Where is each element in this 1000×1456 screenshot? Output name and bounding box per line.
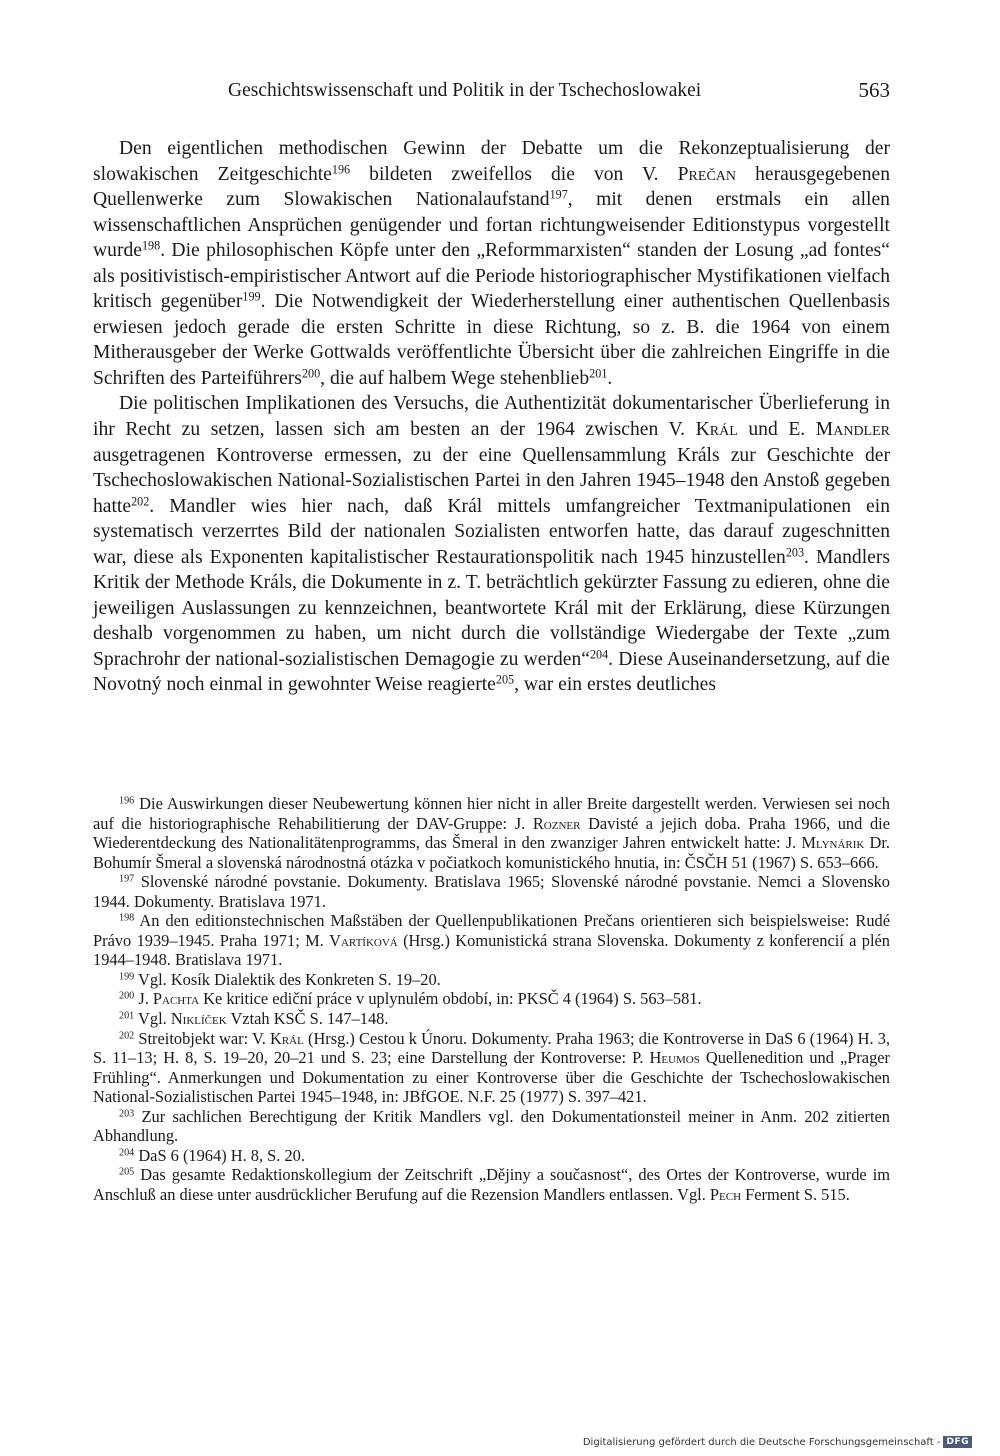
text-run: . Diese Auseinandersetzung, auf die Novotný noch einmal in gewohnter Weise reagierte xyxy=(93,648,890,696)
running-title: Geschichtswissenschaft und Politik in der Tschechoslowakei xyxy=(228,80,702,101)
body-paragraph-2 xyxy=(93,391,890,698)
footnote-ref-201: 201 xyxy=(589,366,608,381)
text-run: , war ein erstes deutliches xyxy=(514,674,716,696)
footnote-number: 203 xyxy=(119,1108,135,1120)
text-run: Streitobjekt war: V. xyxy=(134,1028,270,1048)
main-text xyxy=(93,136,890,698)
text-run: . Die Notwendigkeit der Wiederherstellung einer authentischen Quellenbasis erwiesen jedoch gerade die ersten Schritte in diese Richtung, so z. B. die 1964 von einem Mitherausgeber der Werke Gottwalds veröffentlichte Übersicht über die zahlreichen Eingriffe in die Schriften des Parteiführers xyxy=(93,291,890,389)
text-run: . Mandler wies hier nach, daß Král mittels umfangreicher Textmanipulationen ein systematisch verzerrtes Bild der nationalen Sozialisten entworfen hatte, das darauf zugeschnitten war, diese als Exponenten kapitalistischer Restaurationspolitik nach 1945 hinzustellen xyxy=(93,495,890,568)
text-run: Vztah KSČ S. 147–148. xyxy=(226,1009,389,1029)
text-run: Den eigentlichen methodischen Gewinn der Debatte um die Rekonzeptualisierung der slowakischen Zeitgeschichte xyxy=(93,138,890,185)
text-run: . xyxy=(607,367,613,389)
body-paragraph-1 xyxy=(93,136,890,391)
author-name: Mlynárik xyxy=(801,833,865,853)
author-name: Prečan xyxy=(677,163,737,185)
text-run: An den editionstechnischen Maßstäben der Quellenpublikationen Prečans orientieren sich beispielsweise: Rudé Právo 1939–1945. Praha 1971; M. xyxy=(93,911,890,950)
text-run: Ferment S. 515. xyxy=(741,1184,850,1204)
text-run: ausgetragenen Kontroverse ermessen, zu der eine Quellensammlung Králs zur Geschichte der Tschechoslowakischen National-Sozialistischen Partei in den Jahren 1945–1948 den Anstoß gegeben hatte xyxy=(93,444,890,517)
text-run: Dr. Bohumír Šmeral a slovenská národnostná otázka v počiatkoch komunistického hnutia, in: ČSČH 51 (1967) S. 653–666. xyxy=(93,833,891,872)
author-name: Rozner xyxy=(532,813,581,833)
footnote-ref-199: 199 xyxy=(242,289,261,304)
footnote-ref-205: 205 xyxy=(495,672,515,687)
footnote-number: 199 xyxy=(119,971,135,983)
text-run: . Mandlers Kritik der Methode Králs, die Dokumente in z. T. beträchtlich gekürzter Fassung zu edieren, ohne die jeweiligen Auslassungen zu kennzeichnen, beantwortete Král mit der Erklärung, diese Kürzungen deshalb vorgenommen zu haben, um nicht durch die vollständige Wiedergabe der Texte „zum Sprachrohr der national-sozialistischen Demagogie zu werden“ xyxy=(93,546,890,670)
footnote-196 xyxy=(93,794,890,872)
author-name: Mandler xyxy=(815,419,890,441)
footnote-number: 198 xyxy=(119,912,135,924)
text-run: Vgl. Kosík Dialektik des Konkreten S. 19–20. xyxy=(134,969,441,989)
text-run: (Hrsg.) Cestou k Únoru. Dokumenty. Praha 1963; die Kontroverse in DaS 6 (1964) H. 3, S. 11–13; H. 8, S. 19–20, 20–21 und S. 23; eine Darstellung der Kontroverse: P. xyxy=(93,1028,890,1068)
footnote-205 xyxy=(93,1165,890,1204)
footnote-number: 202 xyxy=(119,1029,135,1041)
footnote-198 xyxy=(93,911,890,970)
text-run: und E. xyxy=(737,419,816,441)
footnote-ref-196: 196 xyxy=(331,161,351,176)
author-name: Pachta xyxy=(152,989,200,1009)
footnote-number: 201 xyxy=(119,1010,135,1022)
dfg-logo: DFG xyxy=(943,1436,972,1448)
text-run: DaS 6 (1964) H. 8, S. 20. xyxy=(134,1145,305,1165)
footnote-ref-204: 204 xyxy=(589,647,609,662)
footnote-number: 205 xyxy=(119,1166,135,1178)
footnote-number: 197 xyxy=(119,873,135,885)
text-run: Die politischen Implikationen des Versuchs, die Authentizität dokumentarischer Überlieferung in ihr Recht zu setzen, lassen sich am besten an der 1964 zwischen V. xyxy=(93,393,890,441)
text-run: bildeten zweifellos die von V. xyxy=(350,163,678,185)
footnote-ref-203: 203 xyxy=(785,545,805,560)
footnote-202 xyxy=(93,1029,890,1107)
footnote-199 xyxy=(93,970,890,990)
author-name: Heumos xyxy=(649,1048,700,1068)
author-name: Vartíková xyxy=(329,930,398,950)
text-run: Das gesamte Redaktionskollegium der Zeitschrift „Dějiny a současnost“, des Ortes der Kontroverse, wurde im Anschluß an diese unter ausdrücklicher Berufung auf die Rezension Mandlers entlassen. Vgl. xyxy=(93,1165,890,1204)
text-run: Vgl. xyxy=(134,1009,171,1029)
text-run: herausgegebenen Quellenwerke zum Slowakischen Nationalaufstand xyxy=(93,163,890,211)
footnote-ref-200: 200 xyxy=(301,366,321,381)
footer-text: Digitalisierung gefördert durch die Deutsche Forschungsgemeinschaft - xyxy=(582,1436,941,1448)
footnote-ref-202: 202 xyxy=(131,493,150,508)
author-name: Král xyxy=(695,419,738,441)
author-name: Pech xyxy=(709,1184,742,1204)
text-run: , die auf halbem Wege stehenblieb xyxy=(320,367,590,389)
page-number: 563 xyxy=(858,78,890,102)
footnote-197 xyxy=(93,872,890,911)
running-header xyxy=(110,80,890,110)
text-run: Die Auswirkungen dieser Neubewertung können hier nicht in aller Breite dargestellt werden. Verwiesen sei noch auf die historiographische Rehabilitierung der DAV-Gruppe: J. xyxy=(93,794,890,833)
text-run: (Hrsg.) Komunistická strana Slovenska. Dokumenty z konferencií a plén 1944–1948. Bratislava 1971. xyxy=(93,930,890,970)
author-name: Král xyxy=(270,1028,304,1048)
text-run: Ke kritice ediční práce v uplynulém období, in: PKSČ 4 (1964) S. 563–581. xyxy=(199,989,702,1009)
footnote-201 xyxy=(93,1009,890,1029)
footnote-number: 200 xyxy=(119,990,135,1002)
author-name: Niklíček xyxy=(170,1009,227,1029)
footnote-203 xyxy=(93,1107,890,1146)
text-run: Quellenedition und „Prager Frühling“. Anmerkungen und Dokumentation zu einer Kontroverse über die Geschichte der Tschechoslowakischen National-Sozialistischen Partei 1945–1948, in: JBfGOE. N.F. 25 (1977) S. 397–421. xyxy=(93,1048,891,1107)
text-run: J. xyxy=(134,989,153,1009)
footnotes xyxy=(93,794,890,1204)
text-run: , mit denen erstmals ein allen wissenschaftlichen Ansprüchen genügender und fortan richtungweisender Editionstypus vorgestellt wurde xyxy=(93,189,890,262)
text-run: Zur sachlichen Berechtigung der Kritik Mandlers vgl. den Dokumentationsteil meiner in Anm. 202 zitierten Abhandlung. xyxy=(93,1106,890,1146)
digitization-footer xyxy=(583,1436,972,1448)
footnote-200 xyxy=(93,989,890,1009)
footnote-204 xyxy=(93,1146,890,1166)
footnote-number: 204 xyxy=(119,1147,135,1159)
footnote-number: 196 xyxy=(119,795,135,807)
text-run: Davisté a jejich doba. Praha 1966, und die Wiederentdeckung des Nationalitätenprogramms, das Šmeral in den zwanziger Jahren entwickelt hatte: J. xyxy=(93,813,890,853)
text-run: . Die philosophischen Köpfe unter den „Reformmarxisten“ standen der Losung „ad fontes“ als positivistisch-empiristischer Antwort auf die Periode historiographischer Mystifikationen vielfach kritisch gegenüber xyxy=(93,240,890,313)
text-run: Slovenské národné povstanie. Dokumenty. Bratislava 1965; Slovenské národné povstanie. Nemci a Slovensko 1944. Dokumenty. Bratislava 1971. xyxy=(93,872,890,911)
footnote-ref-198: 198 xyxy=(141,238,161,253)
footnote-ref-197: 197 xyxy=(549,187,568,202)
